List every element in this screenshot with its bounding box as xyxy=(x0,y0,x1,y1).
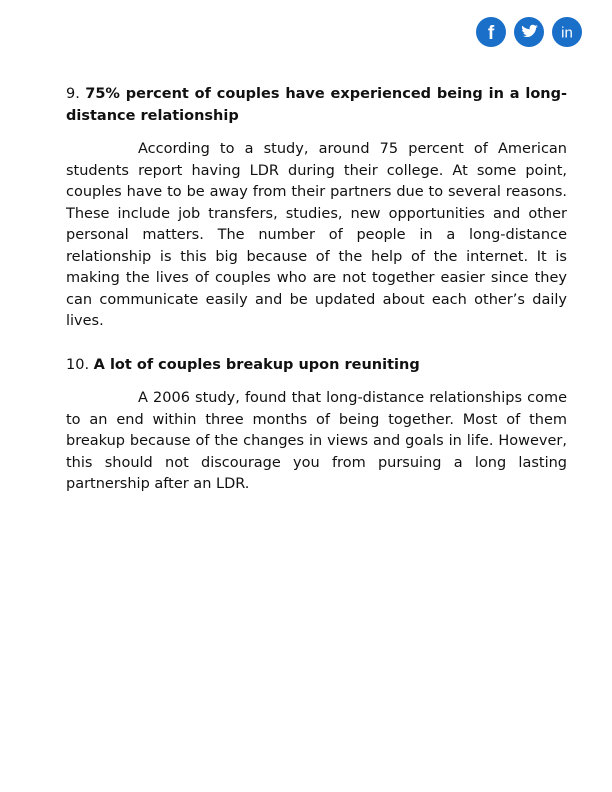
section-title: A lot of couples breakup upon reuniting xyxy=(93,356,420,373)
linkedin-icon[interactable] xyxy=(552,17,582,47)
twitter-icon[interactable] xyxy=(514,17,544,47)
section-title: 75% percent of couples have experienced being in a long-distance relationship xyxy=(66,86,567,124)
social-links xyxy=(476,17,582,47)
section-body: A 2006 study, found that long-distance relationships come to an end within three months of being together. Most of them breakup because of the changes in views and goals in life. However, this should not discourage you from pursuing a long lasting partnership after an LDR. xyxy=(66,390,567,492)
section-heading xyxy=(66,355,567,377)
section-number: 9. xyxy=(66,86,80,102)
section-9 xyxy=(66,84,567,333)
section-heading xyxy=(66,84,567,127)
facebook-glyph: f xyxy=(487,23,495,44)
twitter-bird-shape xyxy=(521,25,538,37)
facebook-icon[interactable] xyxy=(476,17,506,47)
section-10 xyxy=(66,355,567,496)
section-body: According to a study, around 75 percent of American students report having LDR during their college. At some point, couples have to be away from their partners due to several reasons. These include job transfers, studies, new opportunities and other personal matters. The number of people in a long-distance relationship is this big because of the help of the internet. It is making the lives of couples who are not together easier since they can communicate easily and be updated about each other’s daily lives. xyxy=(66,141,567,329)
section-number: 10. xyxy=(66,356,90,373)
linkedin-glyph: in xyxy=(561,24,573,42)
article-content xyxy=(66,84,567,496)
